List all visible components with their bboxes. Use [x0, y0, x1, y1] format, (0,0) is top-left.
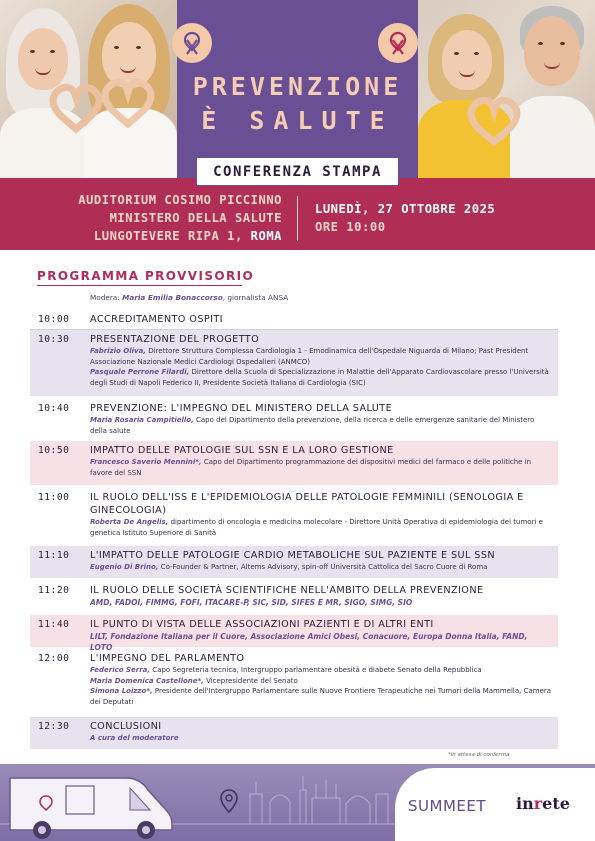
moderator-label: Modera:: [90, 293, 123, 302]
camper-van-icon: [6, 764, 186, 841]
speaker-name: Pasquale Perrone Filardi,: [90, 368, 190, 377]
speaker-name: Eugenio Di Brino,: [90, 563, 159, 571]
program-row: [30, 310, 558, 328]
heart-hands-left: [0, 0, 177, 178]
program-row: [30, 441, 558, 485]
speaker-name: Roberta De Angelis,: [90, 518, 169, 526]
speaker-name: A cura del moderatore: [90, 734, 179, 742]
program-content: [90, 584, 552, 608]
speaker-role: Capo Segreteria tecnica, Intergruppo parlamentare obesità e diabete Senato della Repubblica: [150, 666, 482, 674]
speaker-name: Francesco Saverio Mennini*,: [90, 458, 202, 466]
program-heading: ACCREDITAMENTO OSPITI: [90, 314, 223, 325]
header-banner: [0, 0, 595, 178]
venue-line3: [60, 227, 282, 245]
band-divider: [297, 196, 298, 241]
inrete-logo-in: in: [516, 794, 534, 813]
venue-line2: MINISTERO DELLA SALUTE: [109, 211, 282, 225]
summeet-logo: SUMMEET: [408, 797, 487, 815]
program-time: 10:00: [38, 314, 70, 325]
program-heading: IL RUOLO DELL'ISS E L'EPIDEMIOLOGIA DELLE PATOLOGIE FEMMINILI (SENOLOGIA E GINECOLOGIA): [90, 492, 524, 516]
speaker-entry: [90, 415, 552, 436]
organizations-list: AMD, FADOI, FIMMG, FOFI, ITACARE-P, SIC, SID, SIFES E MR, SIGO, SIMG, SIO: [90, 598, 413, 607]
program-content: [90, 652, 552, 707]
program-content: [90, 720, 552, 744]
speaker-entry: [90, 676, 552, 687]
speaker-role: dipartimento di oncologia e medicina molecolare - Direttore Unità Operativa di epidemiologia dei tumori e genetica Istituto Superiore di Sanità: [90, 518, 543, 537]
program-time: 11:10: [38, 550, 70, 561]
program-time: 11:20: [38, 585, 70, 596]
program-row: [30, 399, 558, 439]
program-time: 10:40: [38, 403, 70, 414]
program-content: [90, 618, 552, 653]
program-heading: PRESENTAZIONE DEL PROGETTO: [90, 334, 260, 345]
program-content: [90, 402, 552, 436]
program-heading: IL PUNTO DI VISTA DELLE ASSOCIAZIONI PAZIENTI E DI ALTRI ENTI: [90, 619, 434, 630]
program-row: [30, 649, 558, 715]
program-heading: PREVENZIONE: L'IMPEGNO DEL MINISTERO DELLA SALUTE: [90, 403, 393, 414]
confirmation-footnote: *in attesa di conferma: [448, 752, 510, 758]
speaker-role: Direttore della Scuola di Specializzazione in Malattie dell'Apparato Cardiovascolare presso l'Università degli Studi di Napoli Federico II, Presidente Società Italiana di Cardiologia (SIC): [90, 368, 549, 387]
awareness-ribbon-icon: [172, 23, 212, 63]
program-time: 10:30: [38, 334, 70, 345]
speaker-name: Fabrizio Oliva,: [90, 347, 146, 355]
speaker-role: Capo del Dipartimento programmazione dei dispositivi medici del farmaco e delle politiche in favore del SSN: [90, 458, 532, 477]
event-time: ORE 10:00: [315, 220, 386, 234]
speaker-name: Federico Serra,: [90, 666, 151, 674]
footer: [0, 764, 595, 841]
organizations-list: LILT, Fondazione Italiana per il Cuore, Associazione Amici Obesi, Conacuore, Europa Donna Italia, FAND, LOTO: [90, 632, 528, 652]
program-heading: IMPATTO DELLE PATOLOGIE SUL SSN E LA LORO GESTIONE: [90, 445, 394, 456]
moderator-role: , giornalista ANSA: [222, 293, 289, 302]
program-time: 12:00: [38, 653, 70, 664]
venue-city: ROMA: [250, 229, 282, 243]
program-row: [30, 488, 558, 544]
heart-ribbon-icon: [378, 23, 418, 63]
program-title: PROGRAMMA PROVVISORIO: [37, 269, 255, 283]
speaker-name: Maria Domenica Castellone*,: [90, 676, 204, 685]
speaker-role: Co-Founder & Partner, Altems Advisory, spin-off Università Cattolica del Sacro Cuore di Roma: [158, 563, 488, 571]
speaker-role: Capo del Dipartimento della prevenzione, della ricerca e delle emergenze sanitarie del Ministero della salute: [90, 416, 535, 435]
speaker-entry: [90, 686, 552, 707]
inrete-logo-r: r: [533, 794, 543, 813]
moderator-line: [90, 293, 288, 302]
venue-info: [60, 191, 282, 245]
program-row: [30, 615, 558, 652]
program-row: [30, 546, 558, 578]
inrete-logo-ete: ete: [542, 794, 570, 813]
speaker-entry: [90, 457, 552, 478]
program-heading: L'IMPEGNO DEL PARLAMENTO: [90, 653, 245, 664]
venue-line1: AUDITORIUM COSIMO PICCINNO: [78, 193, 282, 207]
speaker-entry: [90, 665, 552, 676]
program-heading: IL RUOLO DELLE SOCIETÀ SCIENTIFICHE NELL'AMBITO DELLA PREVENZIONE: [90, 585, 484, 596]
speaker-role: Presidente dell'Intergruppo Parlamentare sulle Nuove Frontiere Terapeutiche nei Tumori della Mammella, Camera dei Deputati: [90, 687, 552, 706]
program-time: 11:40: [38, 619, 70, 630]
event-title-line1: PREVENZIONE: [192, 72, 403, 101]
program-title-underline: [37, 285, 242, 286]
speaker-entry: [90, 346, 552, 367]
heart-hands-right: [418, 0, 595, 178]
program-time: 11:00: [38, 492, 70, 503]
program-time: 12:30: [38, 721, 70, 732]
location-pin-icon: [218, 788, 240, 814]
speaker-role: Vicepresidente del Senato: [203, 676, 298, 685]
speaker-entry: [90, 367, 552, 388]
program-row: [30, 330, 558, 396]
press-conference-label: CONFERENZA STAMPA: [196, 157, 399, 186]
program-content: [90, 444, 552, 478]
speaker-entry: [90, 562, 552, 573]
event-title-line2: È SALUTE: [201, 106, 394, 135]
program-time: 10:50: [38, 445, 70, 456]
speaker-role: Direttore Struttura Complessa Cardiologia 1 - Emodinamica dell'Ospedale Niguarda di Milano; Past President Associazione Nazionale Medici Cardiologi Ospedalieri (ANMCO): [90, 347, 529, 366]
program-content: [90, 491, 552, 538]
program-row: [30, 581, 558, 613]
event-date: LUNEDÌ, 27 OTTOBRE 2025: [315, 202, 496, 216]
speaker-name: Maria Rosaria Campitiello,: [90, 416, 194, 424]
program-row: [30, 717, 558, 749]
photo-couple: [418, 0, 595, 178]
program-content: [90, 313, 552, 326]
program-content: [90, 549, 552, 573]
program-heading: L'IMPATTO DELLE PATOLOGIE CARDIO METABOLICHE SUL PAZIENTE E SUL SSN: [90, 550, 496, 561]
program-content: [90, 333, 552, 388]
speaker-name: Simona Loizzo*,: [90, 687, 153, 696]
speaker-entry: [90, 517, 552, 538]
venue-street: LUNGOTEVERE RIPA 1,: [93, 229, 251, 243]
program-heading: CONCLUSIONI: [90, 721, 162, 732]
inrete-logo: [516, 794, 570, 813]
event-date-time: [315, 200, 495, 236]
photo-two-women: [0, 0, 177, 178]
moderator-name: Maria Emilia Bonaccorso: [122, 293, 223, 302]
speaker-entry: [90, 733, 552, 744]
